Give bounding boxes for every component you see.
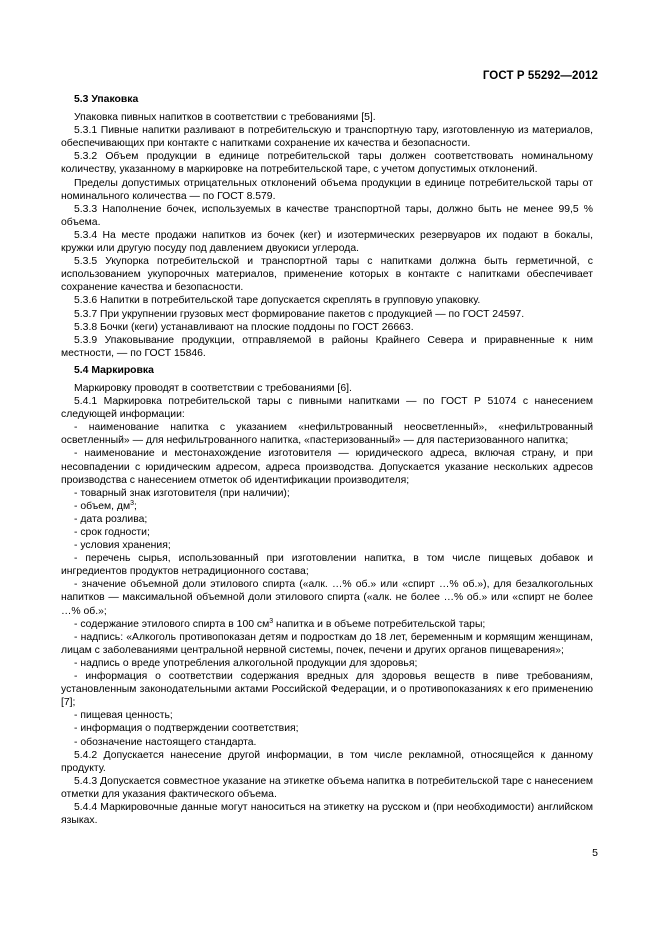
- paragraph: 5.3.4 На месте продажи напитков из бочек (кег) и изотермических резервуаров их подают в бокалы, кружки или другую посуду под давлением двуокиси углерода.: [61, 229, 593, 255]
- paragraph: Упаковка пивных напитков в соответствии с требованиями [5].: [74, 112, 376, 124]
- paragraph: 5.3.8 Бочки (кеги) устанавливают на плоские поддоны по ГОСТ 26663.: [74, 321, 414, 333]
- paragraph: 5.3.6 Напитки в потребительской таре допускается скреплять в групповую упаковку.: [74, 295, 481, 307]
- list-item-tail: ;: [134, 500, 137, 512]
- list-item: - надпись о вреде употребления алкогольной продукции для здоровья;: [74, 657, 418, 669]
- paragraph: 5.4.4 Маркировочные данные могут наноситься на этикетку на русском и (при необходимости) английском языках.: [61, 801, 593, 827]
- paragraph: 5.3.1 Пивные напитки разливают в потребительскую и транспортную тару, изготовленную из материалов, обеспечивающих при контакте с напитками сохранение их качества и безопасности.: [61, 125, 593, 150]
- document-header-id: ГОСТ Р 55292—2012: [482, 70, 598, 82]
- list-item-text: - объем, дм: [74, 500, 131, 512]
- list-item: - обозначение настоящего стандарта.: [74, 736, 257, 748]
- paragraph: 5.4.3 Допускается совместное указание на этикетке объема напитка в потребительской таре с нанесением отметки для указания фактического объема.: [61, 775, 593, 800]
- paragraph: 5.3.9 Упаковывание продукции, отправляемой в районы Крайнего Севера и приравненные к ним местности, — по ГОСТ 15846.: [61, 334, 593, 359]
- section-heading-packaging: 5.3 Упаковка: [74, 94, 139, 105]
- paragraph: Пределы допустимых отрицательных отклонений объема продукции в единице потребительской тары от номинального количества — по ГОСТ 8.579.: [61, 177, 593, 202]
- list-item: - срок годности;: [74, 527, 150, 538]
- page-number: 5: [592, 847, 598, 859]
- paragraph: 5.3.7 При укрупнении грузовых мест формирование пакетов с продукцией — по ГОСТ 24597.: [74, 308, 525, 320]
- list-item: - условия хранения;: [74, 540, 171, 552]
- section-heading-marking: 5.4 Маркировка: [74, 364, 154, 376]
- list-item: [61, 618, 593, 631]
- document-body: [61, 93, 593, 827]
- paragraph: 5.3.5 Укупорка потребительской и транспортной тары с напитками должна быть герметичной, с использованием укупорочных материалов, применение которых в контакте с напитками обеспечивает сохранение качества и безопасности.: [61, 256, 593, 294]
- list-item: - пищевая ценность;: [74, 710, 173, 722]
- list-item: - дата розлива;: [74, 513, 148, 525]
- paragraph: Маркировку проводят в соответствии с требованиями [6].: [74, 382, 352, 394]
- list-item: - товарный знак изготовителя (при наличии);: [74, 487, 290, 499]
- superscript: 3: [269, 617, 274, 625]
- list-item: - наименование и местонахождение изготовителя — юридического адреса, включая страну, и при несовпадении с юридическим адресом, адреса производства. Допускается указание нескольких адресов производства с нанесением отметок об идентификации производителя;: [61, 448, 593, 486]
- list-item: - надпись: «Алкоголь противопоказан детям и подросткам до 18 лет, беременным и кормящим женщинам, лицам с заболеваниями центральной нервной системы, почек, печени и других органов пищеварения»;: [61, 631, 593, 656]
- list-item: [61, 500, 593, 513]
- list-item-text: - содержание этилового спирта в 100 см: [74, 618, 270, 630]
- list-item: - наименование напитка с указанием «нефильтрованный неосветленный», «нефильтрованный осветленный» — для нефильтрованного напитка, «пастеризованный» — для пастеризованного напитка;: [61, 422, 593, 447]
- paragraph: 5.4.2 Допускается нанесение другой информации, в том числе рекламной, относящейся к данному продукту.: [61, 749, 593, 774]
- list-item-tail: напитка и в объеме потребительской тары;: [273, 618, 486, 630]
- paragraph: 5.3.2 Объем продукции в единице потребительской тары должен соответствовать номинальному количеству, указанному в маркировке на потребительской таре, с учетом допустимых отклонений.: [61, 151, 593, 176]
- list-item: - значение объемной доли этилового спирта («алк. …% об.» или «спирт …% об.»), для безалкогольных напитков — максимальной объемной доли этилового спирта («алк. не более …% об.» или «спирт не более …% об.»;: [61, 579, 593, 617]
- list-item: - перечень сырья, использованный при изготовлении напитка, в том числе пищевых добавок и ингредиентов продуктов нетрадиционного состава;: [61, 553, 593, 578]
- superscript: 3: [130, 499, 135, 507]
- paragraph: 5.3.3 Наполнение бочек, используемых в качестве транспортной тары, должно быть не менее 99,5 % объема.: [61, 203, 593, 228]
- list-item: - информация о подтверждении соответствия;: [74, 723, 299, 735]
- list-item: - информация о соответствии содержания вредных для здоровья веществ в пиве требованиям, установленным законодательными актами Российской Федерации, и о противопоказаниях к его применению [7];: [61, 671, 593, 709]
- paragraph: 5.4.1 Маркировка потребительской тары с пивными напитками — по ГОСТ Р 51074 с нанесением следующей информации:: [61, 396, 593, 421]
